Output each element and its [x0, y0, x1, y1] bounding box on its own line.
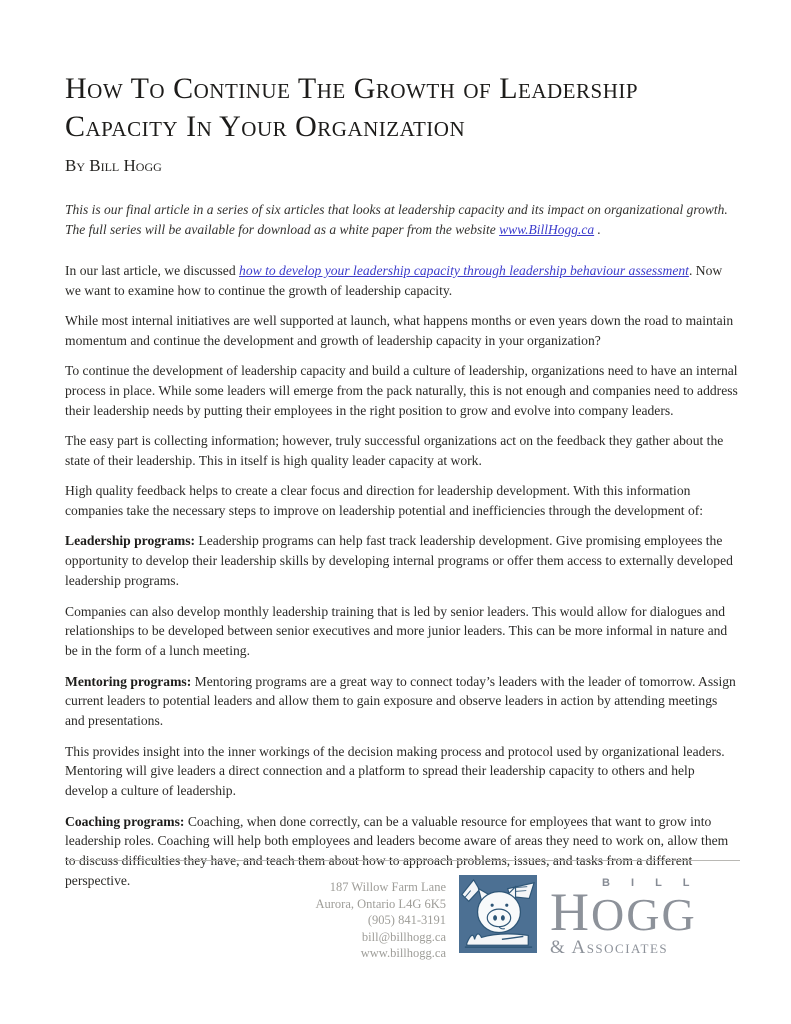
paragraph-to-continue: To continue the development of leadership capacity and build a culture of leadership, organizations need to have an internal process in place. While some leaders will emerge from the pack naturally, this is not enough and companies need to address their leadership needs by putting their employees in the right position to grow and evolve into company leaders. — [65, 363, 738, 418]
paragraph-leadership-programs — [65, 531, 740, 591]
intro-text-before: This is our final article in a series of six articles that looks at leadership capacity and its impact on organizational growth. The full series will be available for download as a white paper from the website — [65, 202, 728, 238]
brand-hogg: HOGG — [550, 882, 697, 942]
contact-address-line1: 187 Willow Farm Lane — [329, 880, 446, 894]
leadership-assessment-article-link[interactable]: how to develop your leadership capacity through leadership behaviour assessment — [239, 262, 689, 278]
contact-phone: (905) 841-3191 — [367, 913, 446, 927]
article-byline: By Bill Hogg — [65, 156, 162, 176]
paragraph-while-most: While most internal initiatives are well supported at launch, what happens months or even years down the road to maintain momentum and continue the development and growth of leadership capacity in your organization? — [65, 312, 734, 348]
paragraph-easy-part: The easy part is collecting information; however, truly successful organizations act on the feedback they gather about the state of their leadership. This in itself is high quality leader capacity at work. — [65, 433, 724, 468]
contact-email: bill@billhogg.ca — [361, 929, 446, 944]
brand-associates: & Associates — [550, 937, 669, 958]
paragraph-provides-insight: This provides insight into the inner workings of the decision making process and protocol used by organizational leaders. Mentoring will give leaders a direct connection and a platform to spread their leadership capacity to others and help develop a culture of leadership. — [65, 743, 725, 799]
paragraph-text: Coaching, when done correctly, can be a valuable resource for employees that want to grow into leadership roles. Coaching will help both employees and leaders become aware of areas they need to work on, allow them to discuss difficulties they have, and teach them about how to approach problems, issues, and tasks from a different perspective. — [65, 813, 729, 889]
billhogg-website-link[interactable]: www.BillHogg.ca — [499, 222, 595, 238]
paragraph-high-quality: High quality feedback helps to create a clear focus and direction for leadership development. With this information companies take the necessary steps to improve on leadership potential and inefficiencies through the development of: — [65, 483, 704, 519]
paragraph-text: In our last article, we discussed — [65, 262, 240, 278]
brand-wordmark — [550, 875, 740, 959]
paragraph-text: Leadership programs can help fast track leadership development. Give promising employees the opportunity to develop their leadership skills by developing internal programs or offer them access to externally developed leadership programs. — [65, 533, 733, 589]
paragraph-companies: Companies can also develop monthly leadership training that is led by senior leaders. This would allow for dialogues and relationships to be developed between senior executives and more junior leaders. This can be more informal in nature and be in the form of a lunch meeting. — [65, 603, 728, 659]
article-title: How To Continue The Growth of Leadership Capacity In Your Organization — [65, 72, 639, 144]
page-footer — [65, 860, 740, 962]
intro-text-after: . — [594, 222, 601, 238]
paragraph-text: . Now we want to examine how to continue the growth of leadership capacity. — [65, 262, 723, 298]
contact-address-line2: Aurora, Ontario L4G 6K5 — [315, 896, 446, 911]
mentoring-programs-lead: Mentoring programs: — [65, 673, 192, 689]
intro-paragraph — [65, 200, 740, 241]
brand-bill: B I L L — [602, 877, 699, 889]
company-logo — [459, 875, 537, 953]
pig-logo-icon — [459, 875, 537, 953]
footer-divider — [65, 860, 740, 861]
contact-website: www.billhogg.ca — [360, 946, 446, 960]
coaching-programs-lead: Coaching programs: — [65, 813, 185, 829]
paragraph-mentoring-programs — [65, 672, 740, 732]
paragraph-last-article — [65, 261, 740, 301]
leadership-programs-lead: Leadership programs: — [65, 533, 196, 549]
contact-block — [315, 875, 446, 962]
paragraph-text: Mentoring programs are a great way to connect today’s leaders with the leader of tomorrow. Assign current leaders to potential leaders and allow them to gain exposure and observe leaders in action by attending meetings and presentations. — [65, 673, 736, 729]
